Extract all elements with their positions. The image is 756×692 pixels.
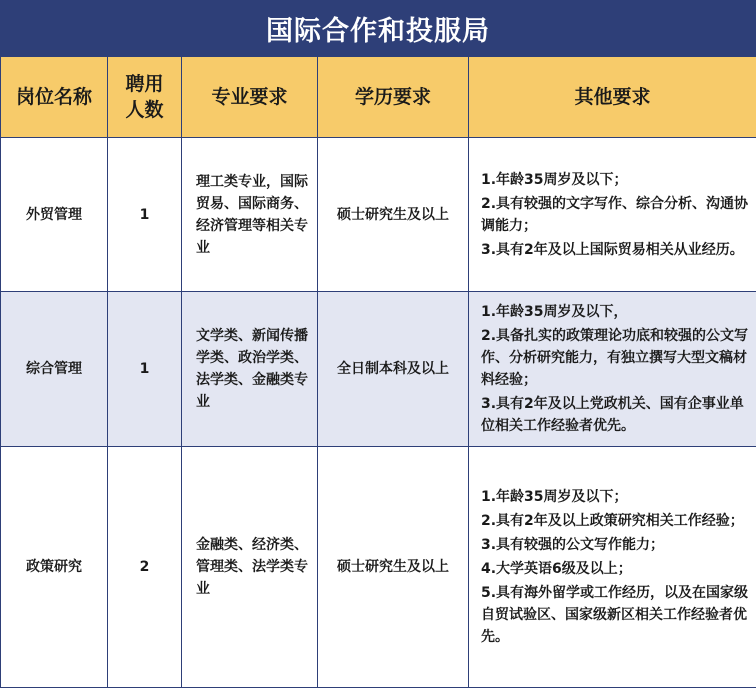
requirement-item: 2.具备扎实的政策理论功底和较强的公文写作、分析研究能力，有独立撰写大型文稿材料经验；	[481, 328, 749, 388]
cell-position: 外贸管理	[1, 138, 108, 292]
cell-major: 文学类、新闻传播学类、政治学类、法学类、金融类专业	[182, 292, 318, 447]
requirement-item: 5.具有海外留学或工作经历，以及在国家级自贸试验区、国家级新区相关工作经验者优先。	[481, 585, 749, 645]
cell-other	[469, 138, 756, 292]
requirement-item: 3.具有2年及以上党政机关、国有企事业单位相关工作经验者优先。	[481, 396, 744, 434]
header-hiring-count-line1: 聘用	[125, 73, 164, 95]
recruitment-table	[0, 56, 756, 688]
cell-count: 1	[108, 292, 182, 447]
cell-major: 理工类专业，国际贸易、国际商务、经济管理等相关专业	[182, 138, 318, 292]
requirement-item: 3.具有较强的公文写作能力；	[481, 537, 665, 553]
cell-major: 金融类、经济类、管理类、法学类专业	[182, 447, 318, 688]
table-row	[1, 292, 756, 447]
requirement-item: 2.具有较强的文字写作、综合分析、沟通协调能力；	[481, 195, 749, 234]
cell-education: 硕士研究生及以上	[318, 138, 469, 292]
cell-position: 政策研究	[1, 447, 108, 688]
header-position: 岗位名称	[1, 57, 108, 138]
table-row	[1, 447, 756, 688]
table-header-row	[1, 57, 756, 138]
header-hiring-count-line2: 人数	[125, 99, 164, 121]
requirement-item: 2.具有2年及以上政策研究相关工作经验；	[481, 513, 744, 529]
page-title: 国际合作和投服局	[0, 0, 756, 56]
cell-education: 硕士研究生及以上	[318, 447, 469, 688]
header-hiring-count	[108, 57, 182, 138]
header-major: 专业要求	[182, 57, 318, 138]
cell-other	[469, 447, 756, 688]
table-row	[1, 138, 756, 292]
requirement-item: 1.年龄35周岁及以下；	[481, 489, 628, 505]
cell-position: 综合管理	[1, 292, 108, 447]
requirement-item: 4.大学英语6级及以上；	[481, 561, 632, 577]
cell-count: 1	[108, 138, 182, 292]
requirement-item: 1.年龄35周岁及以下，	[481, 304, 628, 320]
cell-education: 全日制本科及以上	[318, 292, 469, 447]
header-other: 其他要求	[469, 57, 756, 138]
cell-count: 2	[108, 447, 182, 688]
header-education: 学历要求	[318, 57, 469, 138]
requirement-item: 1.年龄35周岁及以下；	[481, 171, 628, 188]
requirement-item: 3.具有2年及以上国际贸易相关从业经历。	[481, 241, 744, 258]
cell-other	[469, 292, 756, 447]
